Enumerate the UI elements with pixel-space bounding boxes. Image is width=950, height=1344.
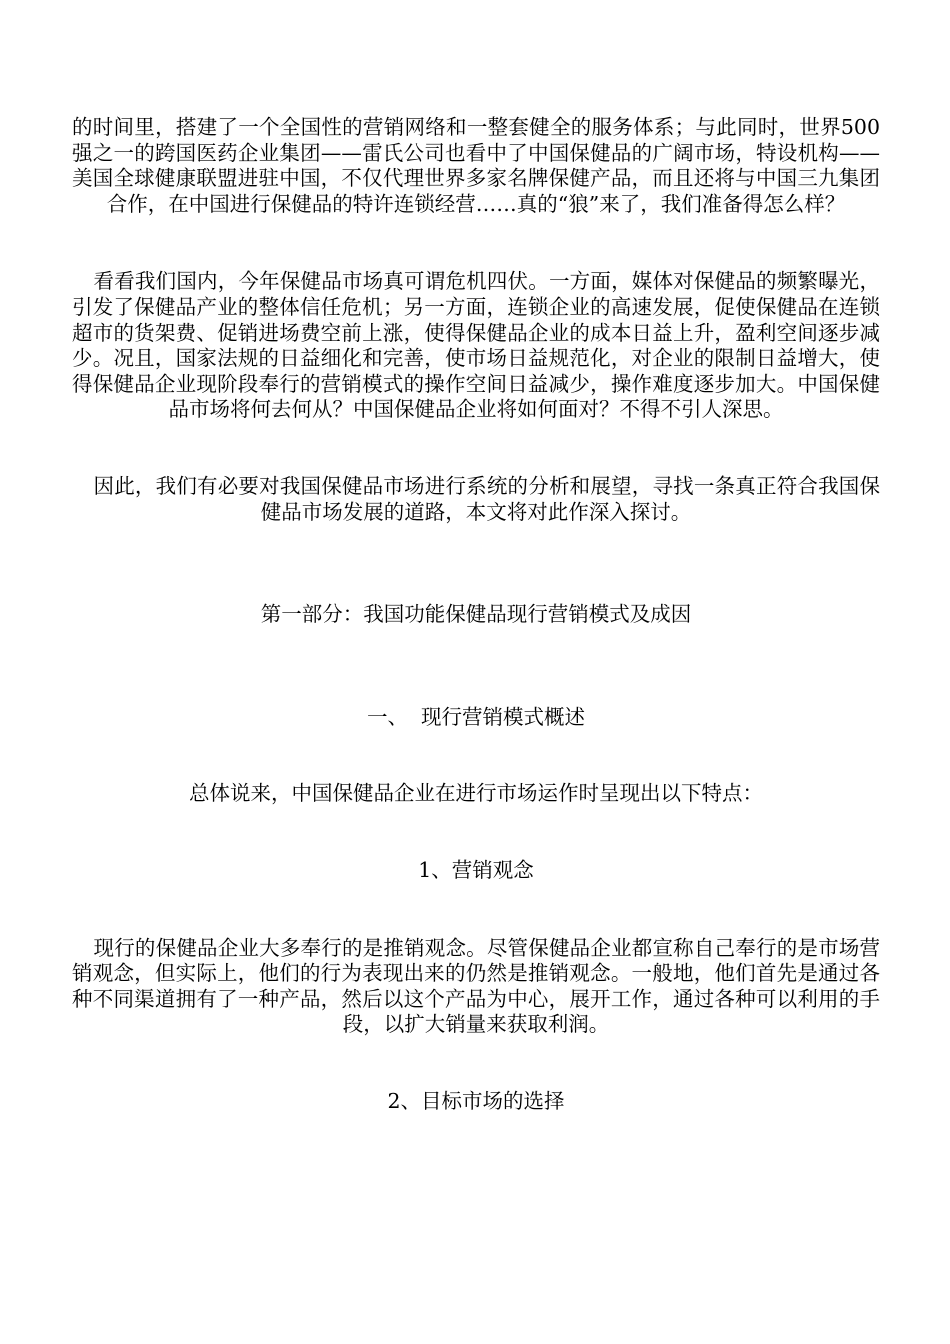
subheading: 2、目标市场的选择: [387, 1088, 565, 1113]
section-heading: 一、 现行营销模式概述: [366, 704, 586, 729]
body-paragraph: 的时间里，搭建了一个全国性的营销网络和一整套健全的服务体系；与此同时，世界500强之一的跨国医药企业集团——雷氏公司也看中了中国保健品的广阔市场，特设机构——美国全球健康联盟进驻中国，不仅代理世界多家名牌保健产品，而且还将与中国三九集团合作，在中国进行保健品的特许连锁经营……真的“狼”来了，我们准备得怎么样？: [72, 115, 880, 216]
intro-line: 总体说来，中国保健品企业在进行市场运作时呈现出以下特点：: [189, 781, 763, 806]
part-heading: 第一部分：我国功能保健品现行营销模式及成因: [260, 602, 692, 627]
body-paragraph: 现行的保健品企业大多奉行的是推销观念。尽管保健品企业都宣称自己奉行的是市场营销观念，但实际上，他们的行为表现出来的仍然是推销观念。一般地，他们首先是通过各种不同渠道拥有了一种产品，然后以这个产品为中心，展开工作，通过各种可以利用的手段，以扩大销量来获取利润。: [72, 935, 880, 1037]
subheading: 1、营销观念: [418, 857, 534, 882]
body-paragraph: 看看我们国内，今年保健品市场真可谓危机四伏。一方面，媒体对保健品的频繁曝光，引发了保健品产业的整体信任危机；另一方面，连锁企业的高速发展，促使保健品在连锁超市的货架费、促销进场费空前上涨，使得保健品企业的成本日益上升，盈利空间逐步减少。况且，国家法规的日益细化和完善，使市场日益规范化，对企业的限制日益增大，使得保健品企业现阶段奉行的营销模式的操作空间日益减少，操作难度逐步加大。中国保健品市场将何去何从？中国保健品企业将如何面对？不得不引人深思。: [72, 269, 880, 422]
document-page: [72, 115, 880, 1114]
body-paragraph: 因此，我们有必要对我国保健品市场进行系统的分析和展望，寻找一条真正符合我国保健品市场发展的道路，本文将对此作深入探讨。: [93, 473, 880, 524]
